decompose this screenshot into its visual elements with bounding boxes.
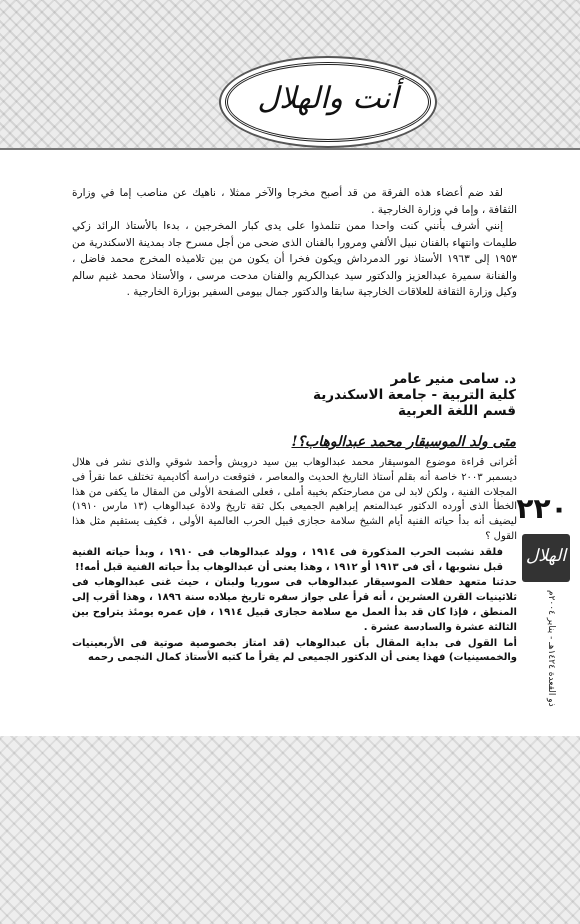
author-name: د. سامى منير عامر: [390, 371, 516, 387]
page-number: ٢٢٠: [516, 492, 568, 525]
header-divider: [0, 148, 580, 150]
intro-paragraph: لقد ضم أعضاء هذه الفرقة من قد أصبح مخرجا والآخر ممثلا ، ناهيك عن مناصب إما في وزارة الثقافة ، وإما في وزارة الخارجية .: [72, 187, 517, 216]
section-cartouche: [225, 62, 431, 142]
intro-paragraph: إنني أشرف بأنني كنت واحدا ممن تتلمذوا على يدى كبار المخرجين ، بدءا بالأستاذ الرائد زكي طليمات وانتهاء بالفنان نبيل الألفي ومرورا بالفنان الذى ضحى من أجل مسرح جاد بمدينة الاسكندرية من ١٩٥٣ إلى ١٩٦٣ الأستاذ نور الدمرداش ويكون فخرا أن يكون من بين تلاميذه المخرج محمد فاضل ، والفنانة سميرة عبدالعزيز والدكتور سيد عبدالكريم والفنان مدحت مرسى ، والأستاذ محمد غنيم سالم وكيل وزارة الثقافة للعلاقات الخارجية سابقا والدكتور جمال بيومى السفير بوزارة الخارجية .: [72, 220, 517, 298]
ornamental-footer-band: [0, 736, 580, 924]
article-heading: متى ولد الموسيقار محمد عبدالوهاب؟!: [291, 434, 516, 450]
article-paragraph: أما القول فى بداية المقال بأن عبدالوهاب (قد امتاز بخصوصية صوتية فى الأربعينيات والخمسينيات) فهذا يعنى أن الدكتور الجميعى لم يقرأ ما كتبه الأستاذ كمال النجمى رحمه: [72, 637, 517, 664]
author-faculty: كلية التربية - جامعة الاسكندرية: [313, 387, 516, 403]
article-paragraph: حدثنا متعهد حفلات الموسيقار عبدالوهاب فى سوريا ولبنان ، حيث غنى عبدالوهاب فى ثلاثينيات القرن العشرين ، أنه قرأ على جواز سفره تاريخ ميلاده سنة ١٨٩٦ ، وهذا أقرب إلى المنطق ، فإذا كان قد بدأ العمل مع سلامة حجازى قبيل ١٩١٤ ، فإن عمره يومئذ يتراوح بين الثالثة عشرة والسادسة عشرة .: [72, 577, 518, 633]
author-department: قسم اللغة العربية: [397, 403, 516, 419]
magazine-logo-text: الهلال: [525, 546, 567, 566]
author-signature: [286, 371, 516, 419]
article-body: [72, 456, 517, 667]
article-paragraph: فلقد نشبت الحرب المذكورة فى ١٩١٤ ، وولد عبدالوهاب فى ١٩١٠ ، وبدأ حياته الفنية قبل نشوبها ، أى فى ١٩١٣ أو ١٩١٢ ، وهذا يعنى أن عبدالوهاب بدأ حياته الفنية قبل أمه!!: [72, 546, 504, 573]
issue-date: ذو القعدة ١٤٢٤هـ - يناير ٢٠٠٤م: [546, 590, 556, 707]
article-paragraph: أغرانى قراءة موضوع الموسيقار محمد عبدالوهاب بين سيد درويش وأحمد شوقي والذى نشر فى هلال ديسمبر ٢٠٠٣ خاصة أنه بقلم أستاذ التاريخ الحديث والمعاصر ، فتوقعت دراسة أكاديمية تختلف عما نقرأ فى المجلات الفنية ، ولكن لابد لى من مصارحتكم بخيبة أملى ، فعلى الصفحة الأولى من المقال ما يكفى من هذا الخطأ الذى أورده الدكتور عبدالمنعم إبراهيم الجميعى بكل ثقة تاريخ ولادة عبدالوهاب (١٣ مارس ١٩١٠) ليضيف أنه بدأ حياته الفنية أيام الشيخ سلامة حجازى قبيل الحرب العالمية الأولى ، فكيف يستقيم مثل هذا القول ؟: [72, 457, 518, 542]
intro-text-block: [72, 185, 517, 301]
magazine-logo: [522, 534, 570, 582]
section-title: أنت والهلال: [257, 81, 399, 116]
